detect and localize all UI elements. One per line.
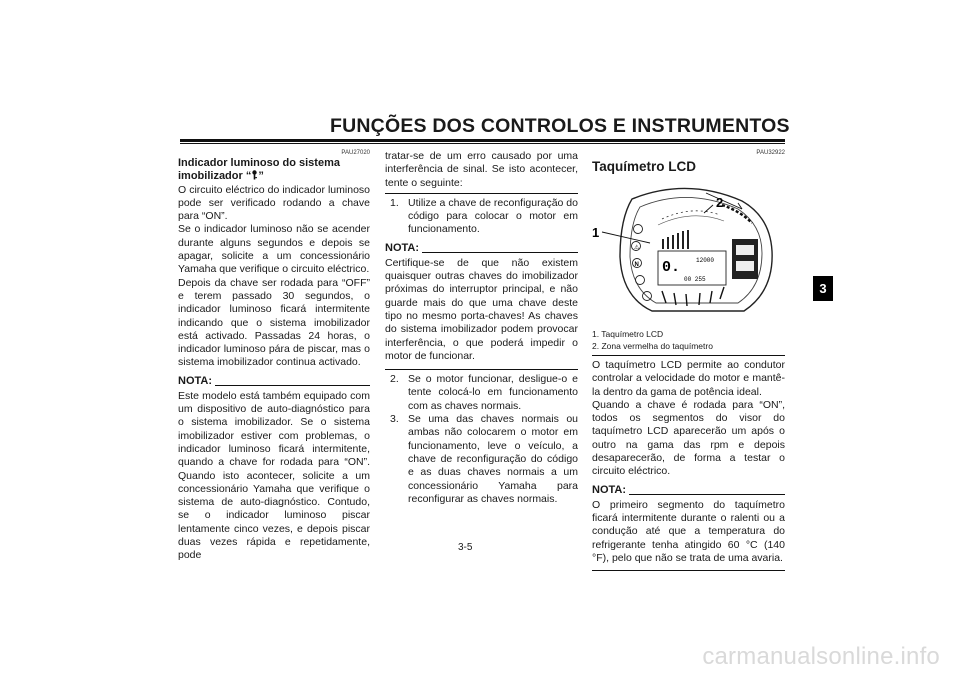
divider xyxy=(385,369,578,370)
note-text: Certifique-se de que não existem quaisquer outras chaves do imobilizador próximas do interruptor principal, e não guarde mais do que uma chave deste tipo no mesmo porta-chaves! As chaves do sistema imobilizador podem provocar interferência, o que poderá impedir o motor de funcionar. xyxy=(385,256,578,362)
step-number: 2. xyxy=(390,373,399,386)
paragraph: O taquímetro LCD permite ao condutor controlar a velocidade do motor e mantê-la dentro da gama de potência ideal. xyxy=(592,359,785,398)
watermark: carmanualsonline.info xyxy=(702,643,940,670)
column-3 xyxy=(592,150,785,574)
lcd-bottom-readout: 00 255 xyxy=(684,276,706,283)
paragraph: tratar-se de um erro causado por uma interferência de sinal. Se isto acontecer, tente o seguinte: xyxy=(385,150,578,189)
header-rule xyxy=(180,139,785,142)
column-1 xyxy=(178,150,370,563)
section-code: PAU32922 xyxy=(756,150,785,156)
list-item xyxy=(385,373,578,413)
note-label: NOTA: xyxy=(178,374,213,387)
paragraph: Quando a chave é rodada para “ON”, todos os segmentos do visor do taquímetro LCD aparecerão um após o outro na gama das rpm e depois desaparecerão, de forma a testar o circuito eléctrico. xyxy=(592,398,785,478)
steps-list-b xyxy=(385,373,578,506)
section-heading xyxy=(178,157,370,184)
list-item xyxy=(385,197,578,237)
tachometer-illustration xyxy=(592,179,785,329)
lcd-top-readout: 12000 xyxy=(696,257,715,264)
step-number: 3. xyxy=(390,413,399,426)
note-rule xyxy=(422,252,578,253)
note-label: NOTA: xyxy=(385,241,420,254)
section-heading: Taquímetro LCD xyxy=(592,159,696,174)
svg-text:N: N xyxy=(634,262,639,268)
callout-1: 1 xyxy=(592,225,600,240)
chapter-tab: 3 xyxy=(813,276,833,301)
divider xyxy=(592,570,785,571)
list-item xyxy=(385,413,578,506)
step-text: Se uma das chaves normais ou ambas não colocarem o motor em funcionamento, leve o veículo, a chave de reconfiguração do código e as duas chaves normais a um concessionário Yamaha para reconfigurar as chaves normais. xyxy=(408,413,578,505)
paragraph: Se o indicador luminoso não se acender durante alguns segundos e depois se apagar, solicite a um concessionário Yamaha que verifique o circuito eléctrico. xyxy=(178,223,370,276)
step-number: 1. xyxy=(390,196,399,209)
lcd-main-readout: 0. xyxy=(662,259,681,276)
step-text: Se o motor funcionar, desligue-o e tente colocá-lo em funcionamento com as chaves normais. xyxy=(408,373,578,412)
note-text: Este modelo está também equipado com um dispositivo de auto-diagnóstico para o sistema imobilizador. Se o sistema imobilizador estiver com problemas, o indicador luminoso ficará intermitente, quando a chave for rodada para “ON”. Quando isto acontecer, solicite a um concessionário Yamaha que verifique o sistema de auto-diagnóstico. Contudo, se o indicador luminoso piscar lentamente cinco vezes, e depois piscar duas vezes rápida e repetidamente, pode xyxy=(178,389,370,562)
note-header xyxy=(592,484,785,497)
divider xyxy=(592,355,785,356)
header-rule-thin xyxy=(180,143,785,144)
note-label: NOTA: xyxy=(592,483,627,496)
step-text: Utilize a chave de reconfiguração do código para colocar o motor em funcionamento. xyxy=(408,196,578,236)
figure-caption: 2. Zona vermelha do taquímetro xyxy=(592,340,713,351)
callout-2: 2 xyxy=(716,195,724,210)
paragraph: O circuito eléctrico do indicador luminoso pode ser verificado rodando a chave para “ON”. xyxy=(178,183,370,223)
svg-text:⚠: ⚠ xyxy=(634,245,640,251)
note-rule xyxy=(215,385,370,386)
section-code: PAU27020 xyxy=(341,150,370,156)
paragraph: Depois da chave ser rodada para “OFF” e terem passado 30 segundos, o indicador luminoso ficará intermitente indicando que o sistema imobilizador está activado. Passadas 24 horas, o indicador luminoso pára de piscar, mas o sistema imobilizador continua activado. xyxy=(178,276,370,369)
note-header xyxy=(385,242,578,255)
heading-line-1: Indicador luminoso do sistema xyxy=(178,157,340,169)
note-header xyxy=(178,375,370,388)
note-rule xyxy=(629,494,785,495)
tachometer-figure xyxy=(592,179,785,329)
figure-caption: 1. Taquímetro LCD xyxy=(592,329,664,339)
steps-list-a xyxy=(385,197,578,237)
heading-line-2-start: imobilizador “ xyxy=(178,170,252,183)
heading-line-2-end: ” xyxy=(258,170,264,183)
page-number: 3-5 xyxy=(458,542,473,553)
column-2 xyxy=(385,150,578,506)
note-text: O primeiro segmento do taquímetro ficará intermitente durante o ralenti ou a condução até que a temperatura do refrigerante tenha atingido 60 °C (140 °F), pelo que não se trata de uma avaria. xyxy=(592,498,785,564)
page-title: FUNÇÕES DOS CONTROLOS E INSTRUMENTOS xyxy=(330,115,790,137)
divider xyxy=(385,193,578,194)
